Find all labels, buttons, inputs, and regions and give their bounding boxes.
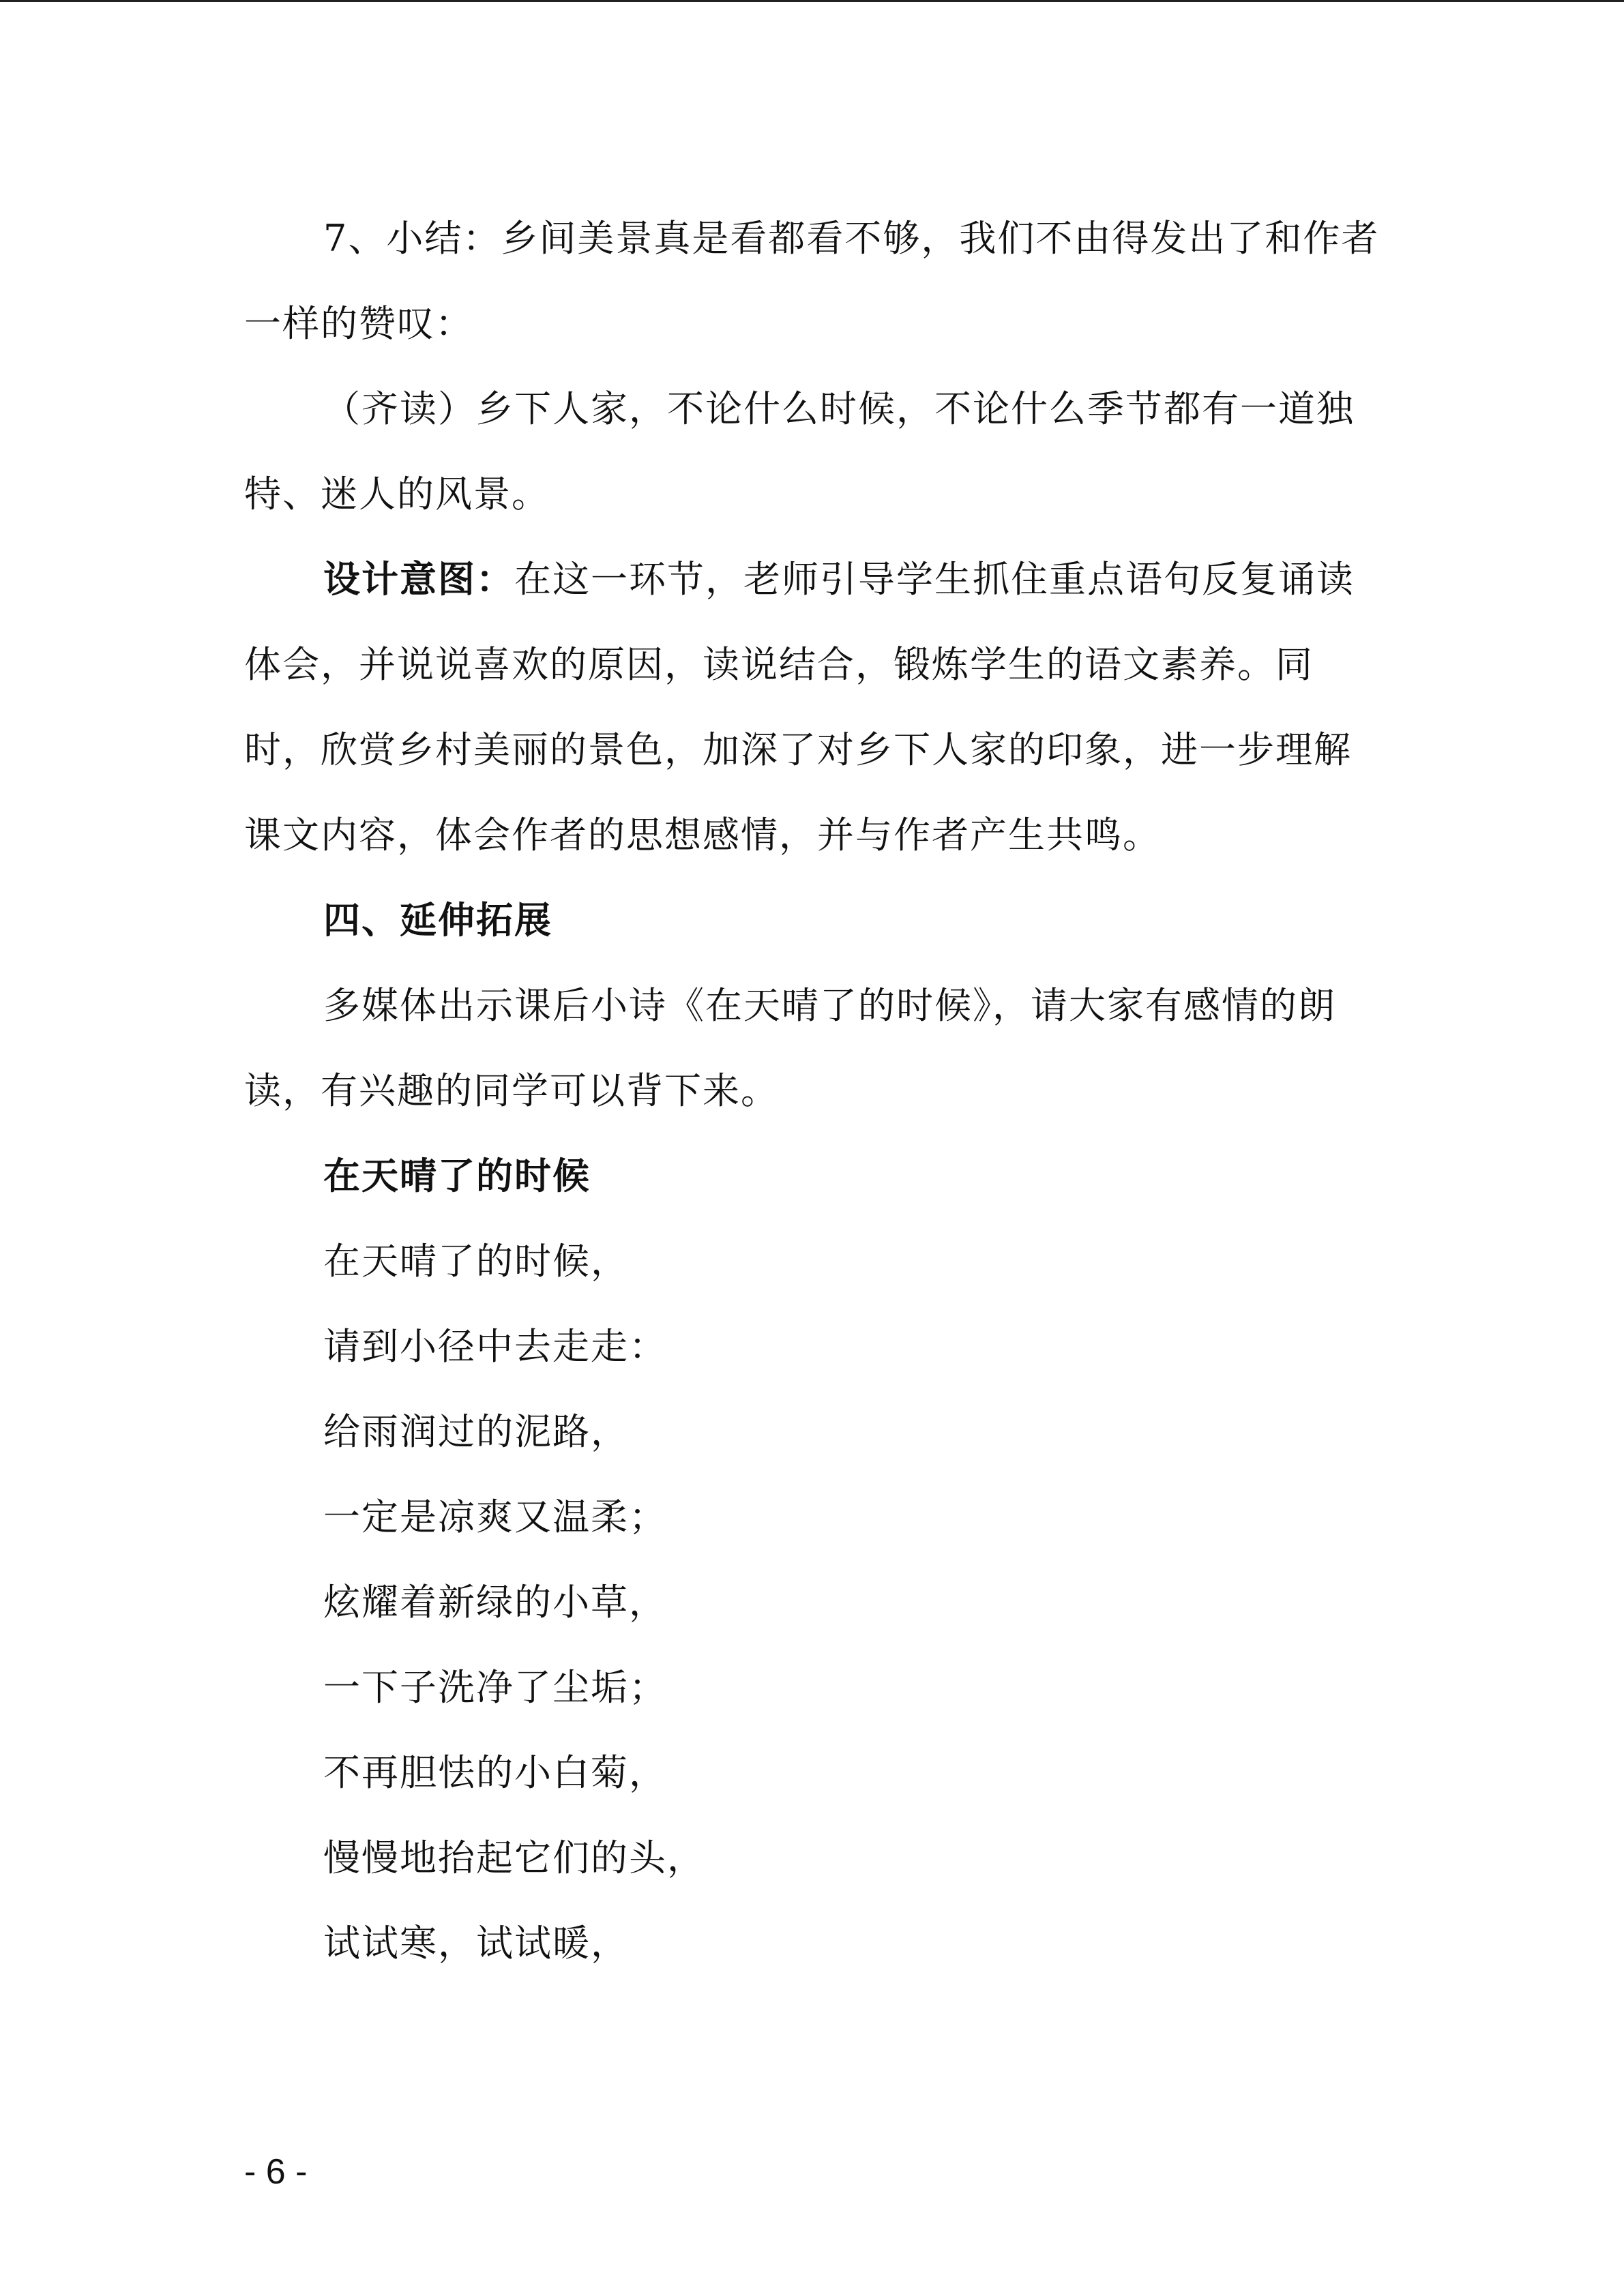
design-intent-label: 设计意图： (323, 558, 514, 601)
design-intent-line-4: 课文内容，体会作者的思想感情，并与作者产生共鸣。 (244, 814, 1161, 856)
design-intent-line-2: 体会，并说说喜欢的原因，读说结合，锻炼学生的语文素养。同 (244, 643, 1314, 686)
design-intent-line-1 (323, 558, 1355, 601)
multimedia-line-1: 多媒体出示课后小诗《在天晴了的时候》，请大家有感情的朗 (323, 984, 1336, 1027)
poem-line: 在天晴了的时候， (323, 1240, 629, 1283)
poem-line: 不再胆怯的小白菊， (323, 1751, 667, 1794)
poem-title: 在天晴了的时候 (323, 1154, 591, 1197)
multimedia-line-2: 读，有兴趣的同学可以背下来。 (244, 1069, 779, 1112)
poem-line: 请到小径中去走走： (323, 1325, 667, 1368)
poem-line: 试试寒，试试暖， (323, 1922, 629, 1965)
page-number: - 6 - (244, 2152, 308, 2192)
poem-line: 一定是凉爽又温柔； (323, 1495, 667, 1538)
design-intent-line-3: 时，欣赏乡村美丽的景色，加深了对乡下人家的印象，进一步理解 (244, 728, 1352, 771)
summary-line-1: 7、小结：乡间美景真是看都看不够，我们不由得发出了和作者 (323, 217, 1380, 260)
summary-line-2: 一样的赞叹： (244, 302, 473, 345)
poem-line: 一下子洗净了尘垢； (323, 1666, 667, 1709)
poem-line: 炫耀着新绿的小草， (323, 1581, 667, 1624)
poem-line: 慢慢地抬起它们的头， (323, 1836, 705, 1879)
reading-line-1: （齐读）乡下人家，不论什么时候，不论什么季节都有一道独 (323, 387, 1355, 430)
section-heading: 四、延伸拓展 (323, 899, 552, 942)
top-border-line (0, 0, 1624, 2)
reading-line-2: 特、迷人的风景。 (244, 473, 550, 516)
design-intent-text: 在这一环节，老师引导学生抓住重点语句反复诵读 (514, 558, 1355, 601)
poem-line: 给雨润过的泥路， (323, 1410, 629, 1453)
